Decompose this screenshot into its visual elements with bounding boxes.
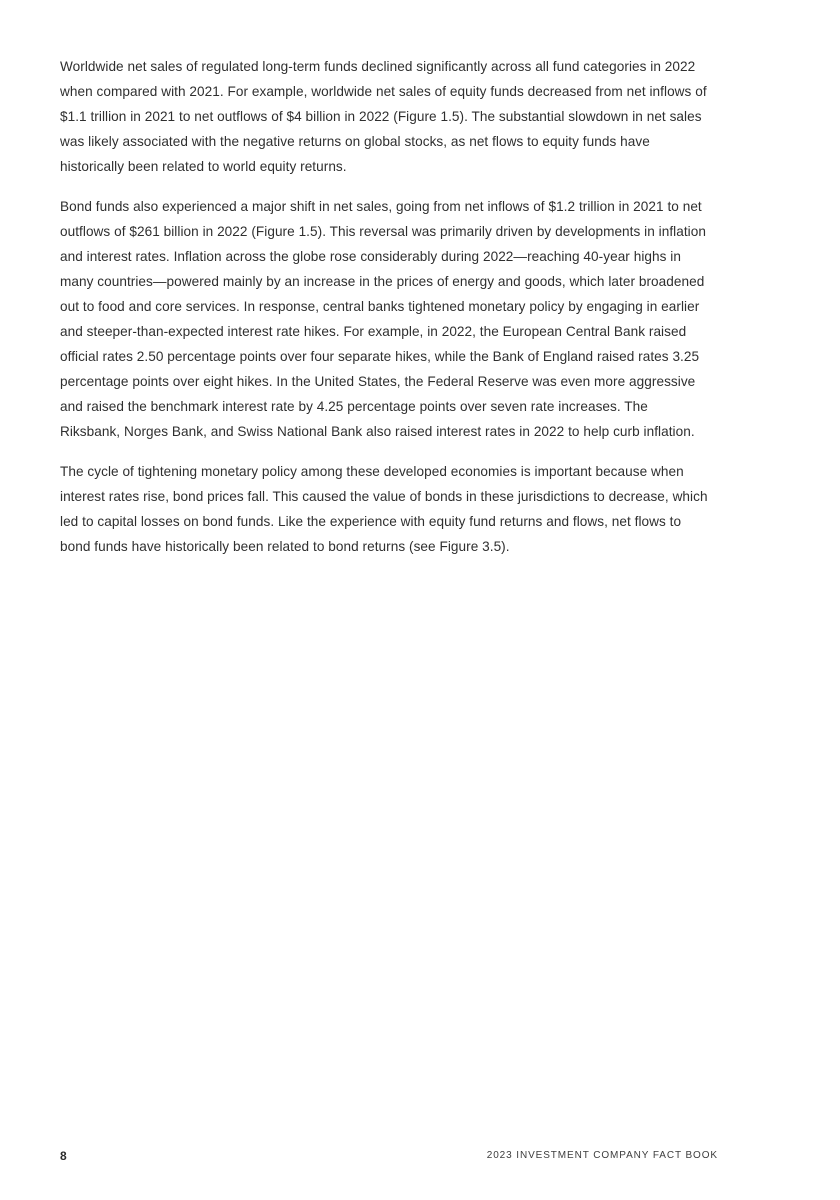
paragraph-bond-funds: Bond funds also experienced a major shift in net sales, going from net inflows of $1.2 trillion in 2021 to net outflows of $261 billion in 2022 (Figure 1.5). This reversal was primarily driven by developments in inflation and interest rates. Inflation across the globe rose considerably during 2022—reaching 40-year highs in many countries—powered mainly by an increase in the prices of energy and goods, which later broadened out to food and core services. In response, central banks tightened monetary policy by engaging in earlier and steeper-than-expected interest rate hikes. For example, in 2022, the European Central Bank raised official rates 2.50 percentage points over four separate hikes, while the Bank of England raised rates 3.25 percentage points over eight hikes. In the United States, the Federal Reserve was even more aggressive and raised the benchmark interest rate by 4.25 percentage points over seven rate increases. The Riksbank, Norges Bank, and Swiss National Bank also raised interest rates in 2022 to help curb inflation. [60, 199, 706, 439]
body-text [60, 54, 710, 574]
publication-title: 2023 INVESTMENT COMPANY FACT BOOK [486, 1150, 718, 1161]
paragraph-monetary-policy: The cycle of tightening monetary policy among these developed economies is important because when interest rates rise, bond prices fall. This caused the value of bonds in these jurisdictions to decrease, which led to capital losses on bond funds. Like the experience with equity fund returns and flows, net flows to bond funds have historically been related to bond returns (see Figure 3.5). [60, 464, 708, 554]
page-footer [60, 1146, 718, 1166]
paragraph-equity-funds: Worldwide net sales of regulated long-term funds declined significantly across all fund categories in 2022 when compared with 2021. For example, worldwide net sales of equity funds decreased from net inflows of $1.1 trillion in 2021 to net outflows of $4 billion in 2022 (Figure 1.5). The substantial slowdown in net sales was likely associated with the negative returns on global stocks, as net flows to equity funds have historically been related to world equity returns. [60, 59, 707, 174]
page-number: 8 [60, 1149, 67, 1163]
